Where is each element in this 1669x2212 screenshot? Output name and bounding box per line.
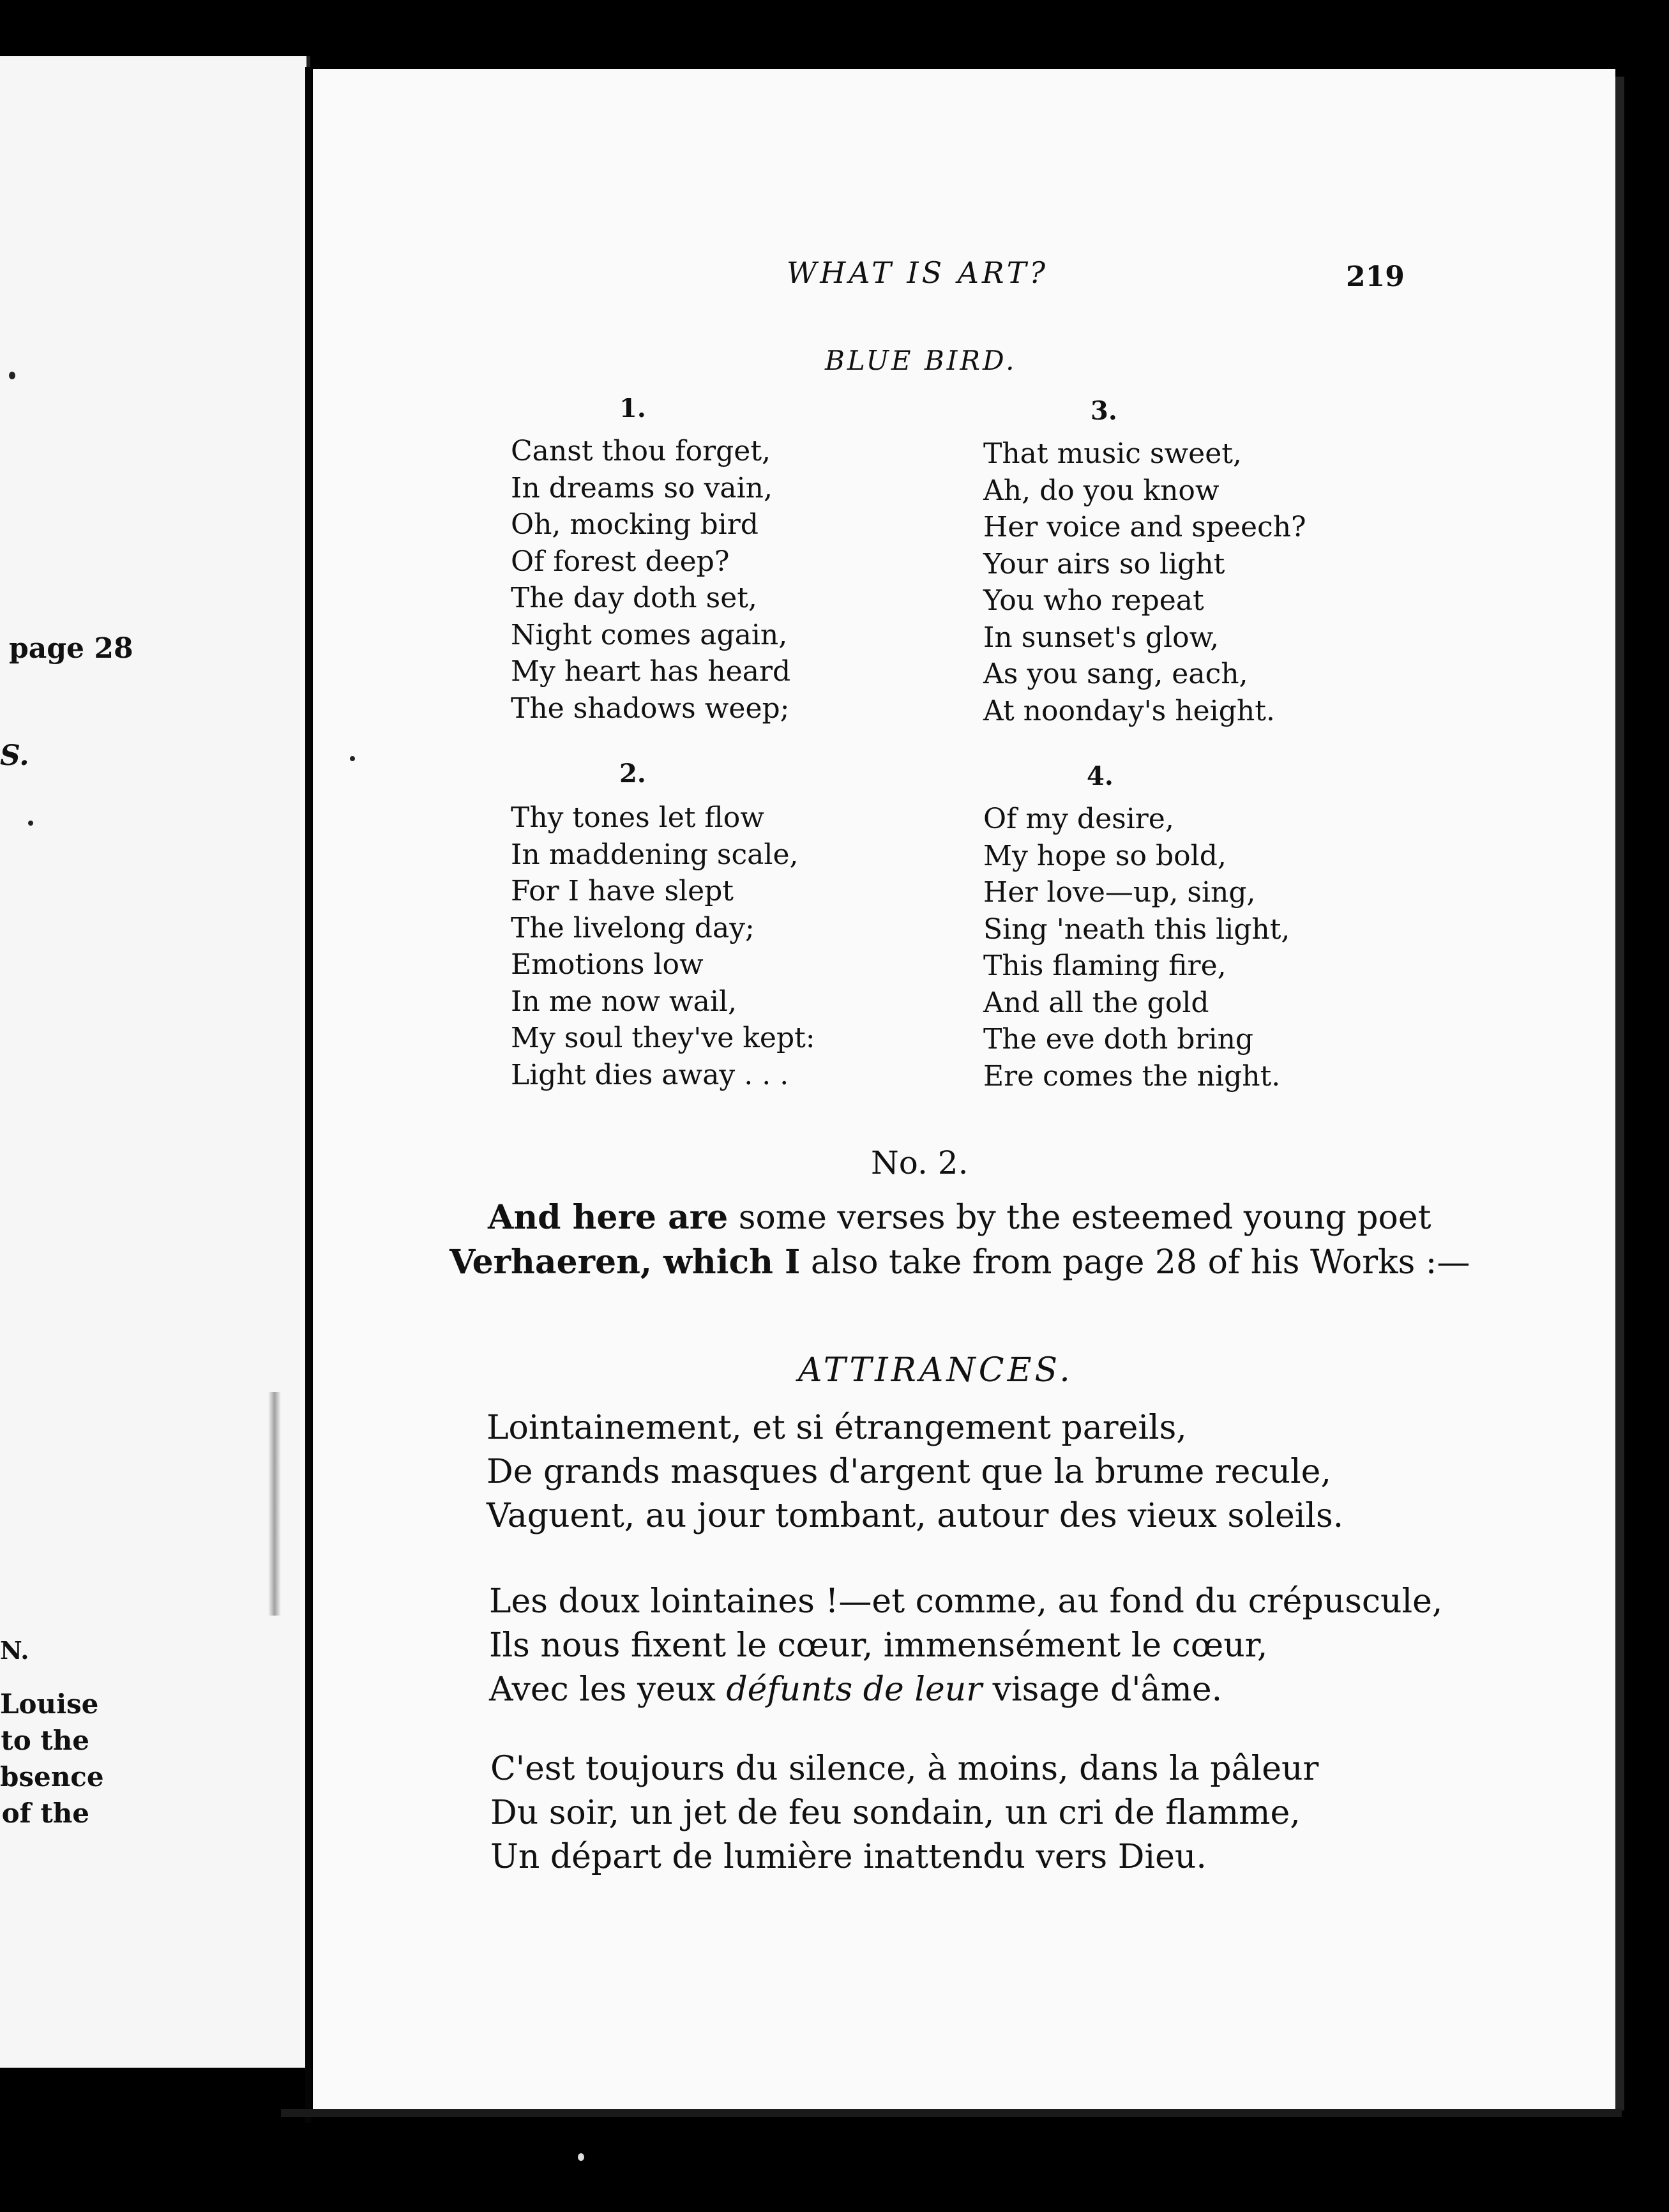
intro-line-1 <box>488 1198 1431 1237</box>
verse-line: Thy tones let flow <box>511 801 764 834</box>
intro-line-2 <box>449 1243 1470 1282</box>
verse-line: The eve doth bring <box>983 1023 1254 1056</box>
verse-text: visage d'âme. <box>982 1670 1223 1709</box>
verse-text: Avec les yeux <box>489 1670 727 1709</box>
binding-gutter <box>305 67 312 2123</box>
verse-line: Her voice and speech? <box>983 511 1306 543</box>
verse-line: Emotions low <box>511 948 704 981</box>
verse-line: Of forest deep? <box>511 545 730 578</box>
left-page-reference: page 28 <box>9 632 133 665</box>
verse-line: Her love—up, sing, <box>983 876 1256 909</box>
verse-line: In me now wail, <box>511 985 737 1018</box>
verse-line: Vaguent, au jour tombant, autour des vieux soleils. <box>487 1497 1344 1535</box>
verse-line: For I have slept <box>511 875 734 907</box>
verse-line: The day doth set, <box>511 582 757 614</box>
verse-line: Ere comes the night. <box>983 1059 1281 1093</box>
verse-line: Oh, mocking bird <box>511 508 759 541</box>
verse-line: Canst thou forget, <box>511 435 771 467</box>
stanza-number: 3. <box>1091 396 1117 426</box>
verse-line: In sunset's glow, <box>983 621 1220 654</box>
verse-line <box>489 1668 1442 1712</box>
verse-line: C'est toujours du silence, à moins, dans la pâleur <box>490 1750 1319 1788</box>
left-line: of the <box>1 1798 89 1829</box>
verse-line: Of my desire, <box>983 803 1174 835</box>
right-page-edge <box>1615 77 1624 2110</box>
left-heading-fragment: N. <box>0 1636 29 1665</box>
verse-line: You who repeat <box>983 584 1204 617</box>
verse-line: Ah, do you know <box>983 474 1220 507</box>
verse-line: The shadows weep; <box>511 692 790 725</box>
verse-line: Du soir, un jet de feu sondain, un cri de flamme, <box>490 1794 1301 1832</box>
attirances-stanza-1 <box>487 1406 1343 1538</box>
verse-line: Les doux lointaines !—et comme, au fond du crépuscule, <box>489 1582 1443 1621</box>
verse-line: My heart has heard <box>511 655 791 688</box>
page-number: 219 <box>1346 261 1405 293</box>
bottom-page-edge <box>281 2109 1622 2117</box>
poem-title-attirances: ATTIRANCES. <box>798 1351 1073 1390</box>
verse-line: My hope so bold, <box>983 839 1227 872</box>
verse-line: The livelong day; <box>511 911 755 944</box>
left-line: Louise <box>0 1688 99 1720</box>
poem-title-blue-bird: BLUE BIRD. <box>825 345 1017 376</box>
verse-line: Sing 'neath this light, <box>983 913 1290 946</box>
scan-speck <box>578 2153 584 2161</box>
verse-line: In maddening scale, <box>511 838 799 871</box>
verse-line: That music sweet, <box>983 437 1242 470</box>
verse-line: Night comes again, <box>511 618 788 651</box>
running-title: WHAT IS ART? <box>787 255 1049 290</box>
verse-line: Un départ de lumière inattendu vers Dieu. <box>490 1838 1207 1876</box>
verse-line: In dreams so vain, <box>511 471 773 504</box>
stanza-number: 2. <box>619 759 646 789</box>
gutter-shadow <box>268 1392 281 1616</box>
stanza-3 <box>983 436 1306 729</box>
left-page-lines <box>0 1686 104 1831</box>
left-line: bsence <box>0 1761 104 1792</box>
left-section-fragment: S. <box>0 739 29 772</box>
scan-speck <box>28 821 33 826</box>
stanza-number: 4. <box>1087 761 1114 791</box>
verse-line: As you sang, each, <box>983 658 1248 690</box>
verse-line: At noonday's height. <box>983 694 1275 727</box>
scan-speck <box>350 756 355 761</box>
intro-bold: Verhaeren, which I <box>449 1243 801 1282</box>
attirances-stanza-2 <box>489 1580 1442 1712</box>
intro-text: some verses by the esteemed young poet <box>728 1199 1431 1237</box>
verse-italic: défunts de leur <box>726 1670 983 1709</box>
verse-line: De grands masques d'argent que la brume recule, <box>487 1453 1331 1491</box>
section-number: No. 2. <box>871 1144 969 1181</box>
left-line: to the <box>1 1725 89 1756</box>
verse-line: Your airs so light <box>983 547 1225 580</box>
stanza-1 <box>511 433 790 727</box>
verse-line: Lointainement, et si étrangement pareils, <box>487 1409 1187 1447</box>
intro-bold: And here are <box>488 1198 729 1237</box>
intro-text: also take from page 28 of his Works :— <box>800 1243 1470 1282</box>
stanza-number: 1. <box>619 393 646 423</box>
verse-line: Ils nous fixent le cœur, immensément le cœur, <box>489 1626 1268 1665</box>
scan-speck <box>9 372 15 379</box>
verse-line: Light dies away . . . <box>511 1058 789 1091</box>
verse-line: My soul they've kept: <box>511 1022 815 1054</box>
stanza-2 <box>511 799 815 1093</box>
stanza-4 <box>983 801 1290 1095</box>
verse-line: And all the gold <box>983 986 1209 1019</box>
attirances-stanza-3 <box>490 1747 1318 1879</box>
verse-line: This flaming fire, <box>983 950 1227 982</box>
